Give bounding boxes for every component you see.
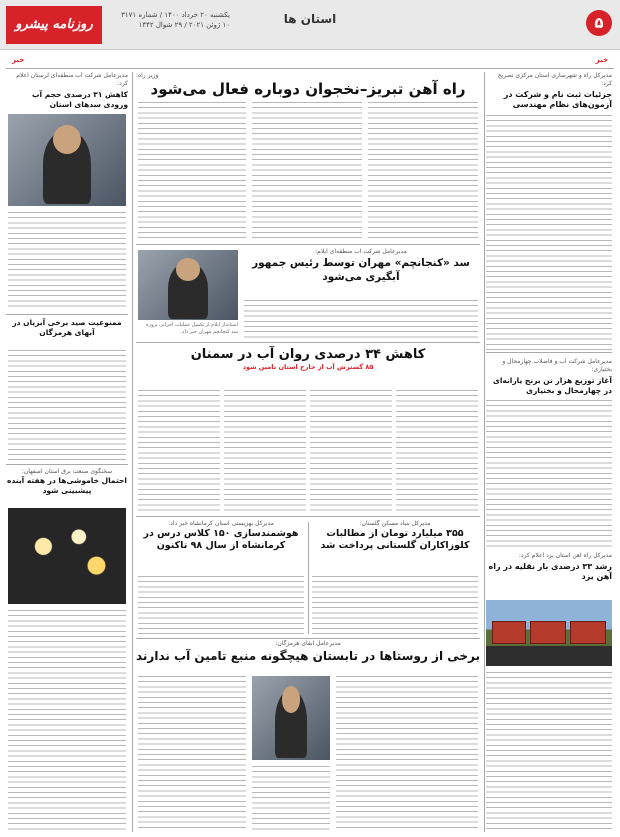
article-body: [138, 574, 304, 634]
article-outage-header: [6, 468, 128, 506]
train-car: [530, 621, 566, 643]
tag-left: خبر: [12, 56, 25, 64]
train-car: [570, 621, 606, 643]
article-title: جزئیات ثبت نام و شرکت در آزمون‌های نظام مهندسی: [503, 90, 612, 109]
issue-date-line: یکشنبه ۲۰ خرداد ۱۴۰۰ / شماره ۳۱۷۱: [121, 11, 230, 19]
article-body: [396, 388, 478, 512]
rule: [136, 516, 480, 517]
column-rule: [484, 72, 485, 832]
section-title: استان ها: [283, 12, 337, 26]
article-title: کاهش ۳۱ درصدی حجم آب ورودی سدهای استان: [31, 90, 128, 109]
article-body: [252, 100, 362, 240]
light-bulbs-photo: [8, 508, 126, 604]
article-villages-header: [136, 640, 480, 670]
article-kicker: مدیرعامل شرکت آب و فاضلاب چهارمحال و بختیاری:: [502, 358, 612, 373]
article-kicker: مدیرعامل آبفای هرمزگان:: [275, 640, 341, 647]
official-photo: [138, 250, 238, 320]
article-body: [244, 298, 478, 338]
article-body: [310, 388, 392, 512]
article-villages-col3: [138, 674, 246, 832]
article-title: ۳۵۵ میلیارد تومان از مطالبات کلوزاکاران گلستانی پرداخت شد: [320, 528, 470, 551]
issue-info: [110, 10, 230, 30]
tag-right: خبر: [595, 56, 608, 64]
article-golestan-header: [310, 520, 480, 570]
article-kicker: مدیرعامل شرکت آب منطقه‌ای ایلام:: [315, 248, 407, 255]
train-car: [492, 621, 526, 643]
article-body: [486, 398, 612, 548]
rule: [136, 244, 480, 245]
article-kicker: مدیرکل بنیاد مسکن گلستان:: [359, 520, 431, 527]
rule: [6, 314, 128, 315]
article-semnan-col3: [224, 388, 306, 512]
article-semnan-col4: [138, 388, 220, 512]
rule: [486, 352, 612, 353]
article-body: [8, 210, 126, 310]
article-ban-body: [8, 348, 126, 460]
article-subtitle: ۸۵ گسترش آب از خارج استان تامین شود: [242, 363, 374, 371]
article-body: [368, 100, 478, 240]
article-semnan-col2: [310, 388, 392, 512]
article-title: هوشمندسازی ۱۵۰ کلاس درس در کرمانشاه از سال ۹۸ تاکنون: [143, 528, 299, 551]
article-body: [486, 670, 612, 830]
article-title: آغاز توزیع هزار تن برنج یارانه‌ای در چهارمحال و بختیاری: [492, 376, 612, 395]
train-photo: [486, 600, 612, 666]
article-railway-header: [486, 552, 612, 598]
article-kicker: وزیر راه:: [136, 72, 159, 79]
column-rule: [132, 72, 133, 832]
masthead: [0, 0, 620, 50]
article-tabriz-col3: [138, 100, 246, 240]
article-semnan-col1: [396, 388, 478, 512]
official-photo: [8, 114, 126, 206]
newspaper-logo: روزنامه پیشرو: [6, 6, 102, 44]
article-kicker: مدیرعامل شرکت آب منطقه‌ای لرستان اعلام کرد:: [16, 72, 128, 87]
photo-caption: استاندار ایلام از تکمیل عملیات اجرایی پروژه سد کنجانچم مهران خبر داد.: [145, 322, 238, 335]
article-villages-col2b: [252, 764, 330, 832]
issue-date-line-gregorian: ۱۰ ژوئن ۲۰۲۱ / ۲۹ شوال ۱۴۴۲: [138, 21, 230, 29]
article-body: [252, 764, 330, 832]
article-body: [224, 388, 306, 512]
article-chaharmahal: [486, 358, 612, 548]
article-tabriz-header: [136, 72, 480, 98]
article-kermanshah-header: [136, 520, 306, 570]
article-title: احتمال خاموشی‌ها در هفته آینده پیشبینی شود: [7, 476, 127, 495]
article-lorestan-header: [6, 72, 128, 112]
article-body: [138, 100, 246, 240]
article-outage-body: [8, 608, 126, 832]
article-title: ممنوعیت صید برخی آبزیان در آبهای هرمزگان: [12, 318, 122, 337]
article-villages-col1: [336, 674, 478, 832]
article-kicker: مدیرکل راه و شهرسازی استان مرکزی تصریح کرد:: [497, 72, 612, 87]
person-face: [176, 258, 200, 280]
column-rule: [308, 522, 309, 634]
article-lorestan-body: [8, 210, 126, 310]
article-body: [312, 574, 478, 634]
official-photo: [252, 676, 330, 760]
article-kicker: مدیرکل راه آهن استان یزد اعلام کرد:: [518, 552, 612, 559]
article-body: [336, 674, 478, 832]
rule: [6, 464, 128, 465]
article-title: رشد ۳۳ درصدی بار نقلیه در راه آهن یزد: [488, 562, 612, 581]
article-kermanshah-body: [138, 574, 304, 634]
top-rule: [6, 68, 614, 69]
article-body: [8, 608, 126, 832]
article-title: برخی از روستاها در تابستان هیچگونه منبع تامین آب ندارند: [136, 649, 480, 663]
article-tabriz-col2: [252, 100, 362, 240]
article-body: [138, 388, 220, 512]
article-title: کاهش ۳۴ درصدی روان آب در سمنان: [190, 347, 426, 362]
article-mehran-body: [244, 298, 478, 338]
article-body: [138, 674, 246, 832]
article-mehran-header: [244, 248, 478, 296]
article-tabriz-col1: [368, 100, 478, 240]
article-semnan-header: [136, 346, 480, 384]
article-title: سد «کنجانچم» مهران توسط رئیس جمهور آبگیری می‌شود: [252, 257, 470, 283]
person-face: [282, 686, 301, 713]
article-body: [8, 348, 126, 460]
page-number: ۵: [586, 10, 612, 36]
article-ban-header: [6, 318, 128, 346]
article-body: [486, 113, 612, 350]
article-title: راه آهن تبریز–نخجوان دوباره فعال می‌شود: [150, 80, 466, 98]
article-kicker: مدیرکل بهزیستی استان کرمانشاه خبر داد:: [168, 520, 274, 527]
rule: [136, 638, 480, 639]
article-kicker: سخنگوی صنعت برق استان اصفهان:: [21, 468, 113, 475]
article-railway-body: [486, 670, 612, 830]
article-engineers: [486, 72, 612, 350]
article-golestan-body: [312, 574, 478, 634]
rule: [136, 342, 480, 343]
